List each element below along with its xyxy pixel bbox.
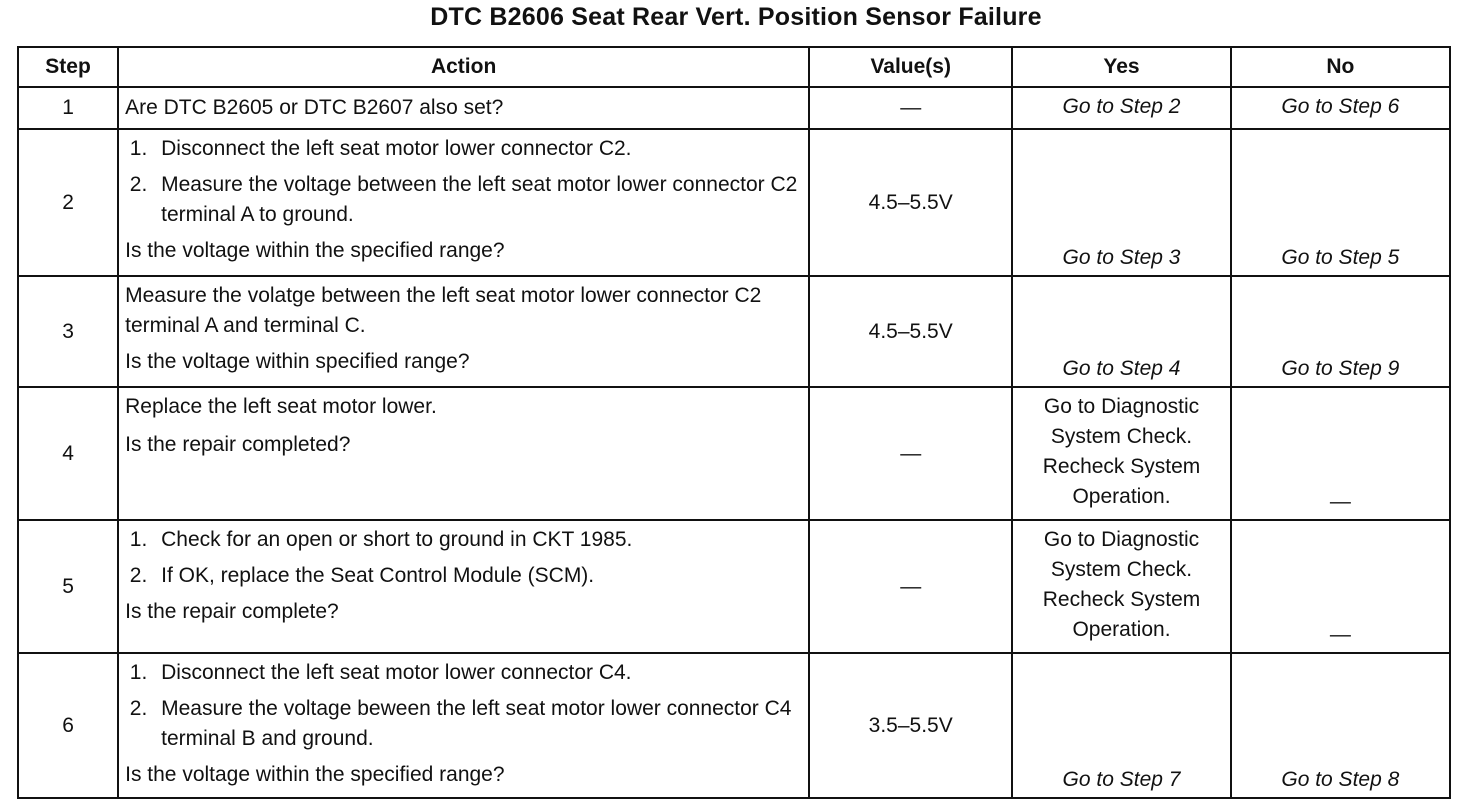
action-steps-list (125, 525, 802, 591)
yes-cell: Go to Step 7 (1012, 653, 1230, 798)
action-question: Is the repair completed? (125, 433, 351, 456)
value-cell: — (809, 387, 1012, 520)
column-header-values: Value(s) (809, 47, 1012, 87)
action-step-item: 2. Measure the voltage beween the left seat motor lower connector C4 terminal B and ground. (153, 694, 802, 754)
table-row (18, 387, 1450, 520)
action-question: Is the voltage within specified range? (125, 350, 470, 373)
diagnostic-table (17, 46, 1451, 799)
yes-cell: Go to Diagnostic System Check. Recheck System Operation. (1012, 387, 1230, 520)
action-cell (118, 520, 809, 653)
yes-cell: Go to Step 4 (1012, 276, 1230, 387)
table-row (18, 276, 1450, 387)
column-header-no: No (1231, 47, 1450, 87)
no-cell: Go to Step 5 (1231, 129, 1450, 276)
column-header-yes: Yes (1012, 47, 1230, 87)
no-cell: Go to Step 9 (1231, 276, 1450, 387)
value-cell: — (809, 520, 1012, 653)
action-question: Is the repair complete? (125, 600, 339, 623)
yes-cell: Go to Diagnostic System Check. Recheck System Operation. (1012, 520, 1230, 653)
action-question: Are DTC B2605 or DTC B2607 also set? (125, 96, 504, 119)
action-question: Is the voltage within the specified range? (125, 239, 505, 262)
value-cell: — (809, 87, 1012, 129)
action-cell (118, 276, 809, 387)
action-step-item: 1. Disconnect the left seat motor lower connector C2. (153, 134, 802, 164)
action-question: Is the voltage within the specified range? (125, 763, 505, 786)
no-cell: — (1231, 520, 1450, 653)
value-cell: 3.5–5.5V (809, 653, 1012, 798)
action-instruction: Measure the volatge between the left seat motor lower connector C2 terminal A and terminal C. (125, 284, 762, 337)
table-row (18, 87, 1450, 129)
yes-cell: Go to Step 2 (1012, 87, 1230, 129)
action-instruction: Replace the left seat motor lower. (125, 395, 437, 418)
step-number: 2 (18, 129, 118, 276)
action-step-item: 2. Measure the voltage between the left seat motor lower connector C2 terminal A to ground. (153, 170, 802, 230)
action-cell (118, 387, 809, 520)
page-title: DTC B2606 Seat Rear Vert. Position Sensor Failure (430, 3, 1042, 31)
step-number: 6 (18, 653, 118, 798)
table-header-row (18, 47, 1450, 87)
yes-cell: Go to Step 3 (1012, 129, 1230, 276)
action-step-item: 1. Check for an open or short to ground in CKT 1985. (153, 525, 802, 555)
value-cell: 4.5–5.5V (809, 276, 1012, 387)
step-number: 3 (18, 276, 118, 387)
step-number: 4 (18, 387, 118, 520)
action-steps-list (125, 658, 802, 754)
action-cell (118, 129, 809, 276)
no-cell: — (1231, 387, 1450, 520)
action-step-item: 2. If OK, replace the Seat Control Module (SCM). (153, 561, 802, 591)
step-number: 1 (18, 87, 118, 129)
action-step-item: 1. Disconnect the left seat motor lower connector C4. (153, 658, 802, 688)
column-header-step: Step (18, 47, 118, 87)
no-cell: Go to Step 8 (1231, 653, 1450, 798)
step-number: 5 (18, 520, 118, 653)
action-cell (118, 87, 809, 129)
column-header-action: Action (118, 47, 809, 87)
no-cell: Go to Step 6 (1231, 87, 1450, 129)
table-row (18, 520, 1450, 653)
value-cell: 4.5–5.5V (809, 129, 1012, 276)
table-row (18, 129, 1450, 276)
action-cell (118, 653, 809, 798)
action-steps-list (125, 134, 802, 230)
table-row (18, 653, 1450, 798)
